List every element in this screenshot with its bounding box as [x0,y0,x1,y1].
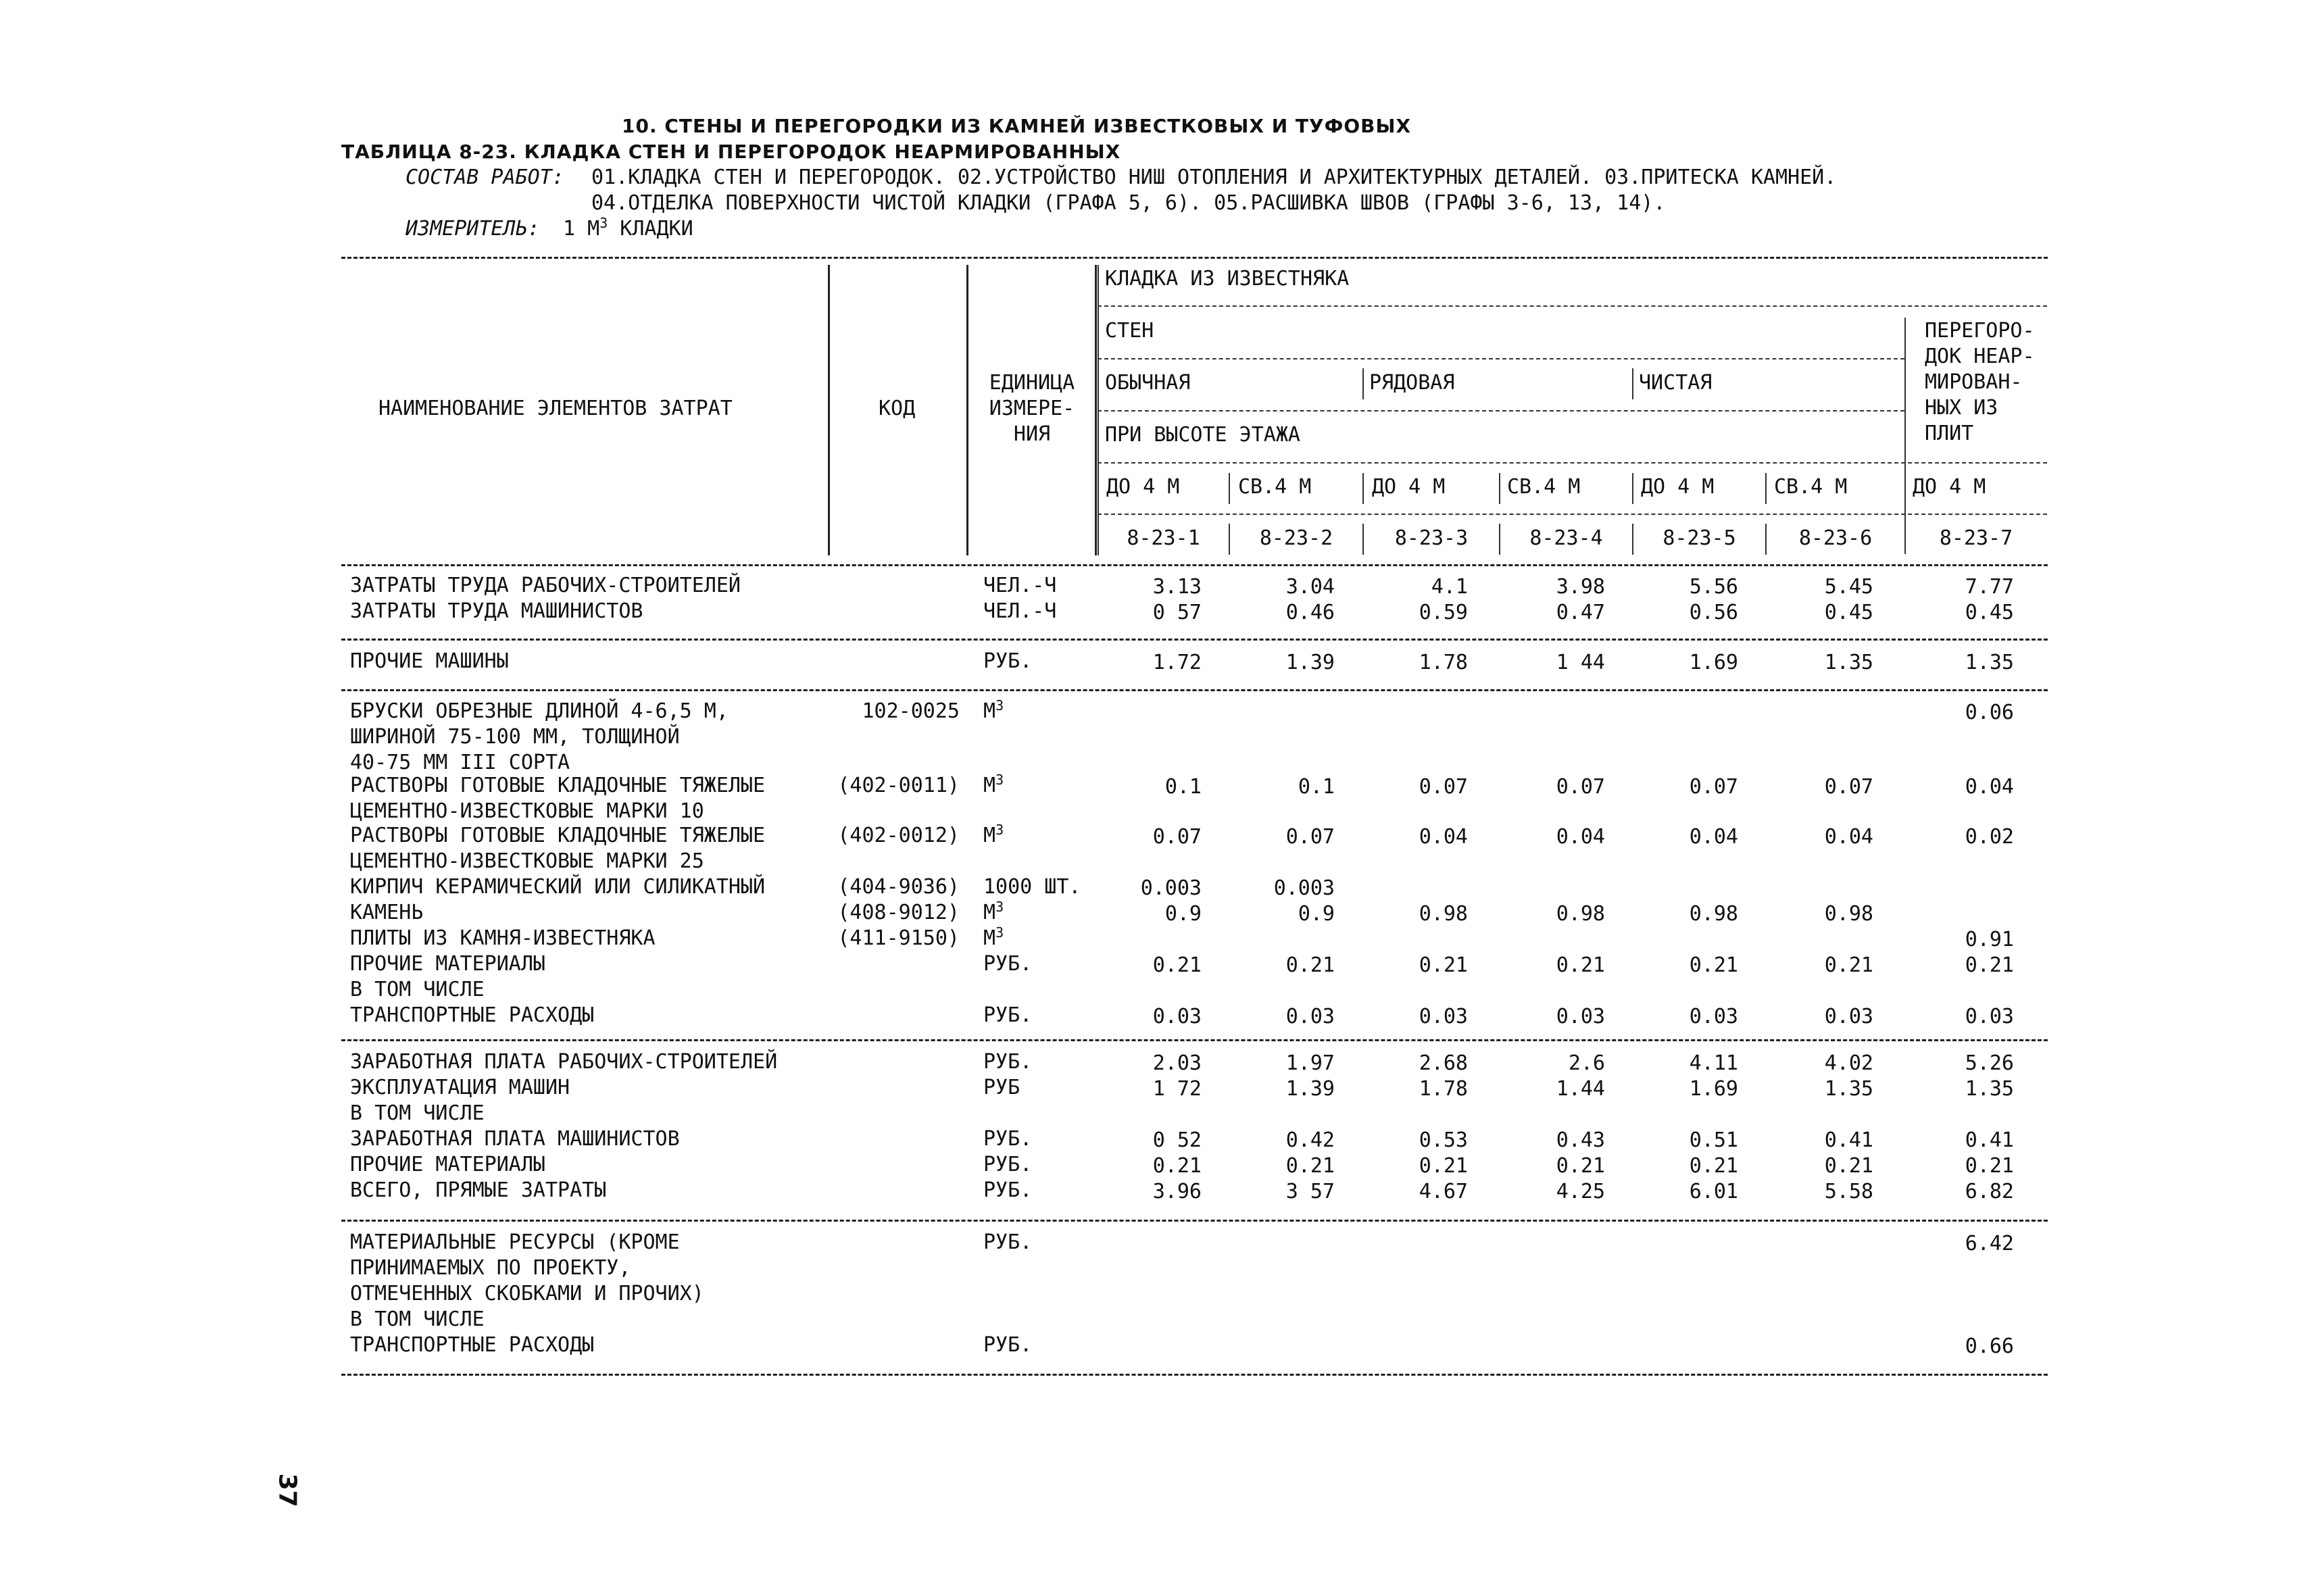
separator [341,689,2048,691]
row-unit-text: М [983,824,996,847]
row-value-6: 4.02 [1824,1051,1873,1075]
row-value-7: 7.77 [1965,575,2014,599]
row-unit-text: М [983,926,996,950]
row-value-6: 5.58 [1824,1180,1873,1203]
row-unit-text: РУБ. [983,1127,1033,1151]
row-value-5: 1.69 [1689,1077,1738,1101]
row-value-7: 5.26 [1965,1051,2014,1075]
col-header-walls: СТЕН [1105,319,1154,343]
row-name: ЦЕМЕНТНО-ИЗВЕСТКОВЫЕ МАРКИ 10 [350,799,704,823]
row-value-5: 0.56 [1689,601,1738,624]
row-value-2: 1.39 [1285,1077,1335,1101]
row-unit-text: ЧЕЛ.-Ч [983,599,1057,623]
row-value-5: 0.21 [1689,1154,1738,1178]
row-value-7: 1.35 [1965,1077,2014,1101]
row-unit-sup: 3 [995,924,1004,941]
row-code: 102-0025 [862,699,960,723]
row-value-4: 3.98 [1556,575,1605,599]
row-value-5: 4.11 [1689,1051,1738,1075]
row-value-4: 2.6 [1568,1051,1605,1075]
row-name: РАСТВОРЫ ГОТОВЫЕ КЛАДОЧНЫЕ ТЯЖЕЛЫЕ [350,824,766,847]
composition-line-2: 04.ОТДЕЛКА ПОВЕРХНОСТИ ЧИСТОЙ КЛАДКИ (ГРАФА 5, 6). 05.РАСШИВКА ШВОВ (ГРАФЫ 3-6, 13, 14). [591,191,1666,215]
row-value-5: 0.07 [1689,775,1738,799]
row-value-7: 0.21 [1965,1154,2014,1178]
col-code-6: 8-23-6 [1798,526,1873,550]
row-value-3: 0.04 [1419,825,1468,849]
row-unit-text: РУБ. [983,952,1033,976]
row-unit [983,650,1032,673]
row-name: МАТЕРИАЛЬНЫЕ РЕСУРСЫ (КРОМЕ [350,1230,680,1254]
row-value-5: 1.69 [1689,651,1738,674]
row-value-2: 0.07 [1285,825,1335,849]
row-unit-text: ЧЕЛ.-Ч [983,574,1057,597]
col-header-code: КОД [879,397,916,420]
separator [341,1374,2048,1376]
row-name: ТРАНСПОРТНЫЕ РАСХОДЫ [350,1333,595,1357]
row-unit [983,574,1056,597]
row-code: (408-9012) [837,901,960,924]
row-unit-sup: 3 [995,772,1004,788]
row-unit [983,1076,1020,1099]
row-value-1: 0.21 [1152,953,1202,977]
row-unit-text: РУБ. [983,1050,1033,1074]
row-value-5: 0.51 [1689,1128,1738,1152]
col-header-floor-height: ПРИ ВЫСОТЕ ЭТАЖА [1105,423,1300,447]
row-value-3: 0.21 [1419,1154,1468,1178]
row-name: ОТМЕЧЕННЫХ СКОБКАМИ И ПРОЧИХ) [350,1282,704,1305]
row-value-7: 0.45 [1965,601,2014,624]
row-value-1: 2.03 [1152,1051,1202,1075]
row-name: ПРОЧИЕ МАШИНЫ [350,649,509,673]
row-unit [983,953,1032,976]
row-value-7: 0.66 [1965,1335,2014,1358]
row-code: (402-0011) [837,774,960,797]
separator [341,639,2048,641]
row-value-6: 0.98 [1824,902,1873,926]
row-value-6: 0.21 [1824,953,1873,977]
row-unit-text: М [983,774,996,797]
row-value-1: 0 57 [1152,601,1202,624]
row-value-2: 3.04 [1285,575,1335,599]
row-value-3: 2.68 [1419,1051,1468,1075]
row-name: ПРИНИМАЕМЫХ ПО ПРОЕКТУ, [350,1256,631,1280]
row-unit-sup: 3 [995,822,1004,838]
row-value-4: 0.21 [1556,953,1605,977]
row-value-7: 0.02 [1965,825,2014,849]
row-unit-text: М [983,901,996,924]
row-name: ПРОЧИЕ МАТЕРИАЛЫ [350,952,545,976]
row-value-1: 0.003 [1140,876,1202,900]
row-code: (411-9150) [837,926,960,950]
row-name: ЗАРАБОТНАЯ ПЛАТА МАШИНИСТОВ [350,1127,680,1151]
row-value-5: 0.04 [1689,825,1738,849]
row-value-7: 0.06 [1965,701,2014,724]
row-value-2: 0.03 [1285,1005,1335,1028]
row-unit [983,1004,1032,1027]
row-unit-text: РУБ. [983,649,1033,673]
row-value-7: 0.21 [1965,953,2014,977]
col-header-unit-2: ИЗМЕРЕ- [989,397,1075,420]
row-unit-text: М [983,699,996,723]
col-header-name: НАИМЕНОВАНИЕ ЭЛЕМЕНТОВ ЗАТРАТ [378,397,733,420]
table-title: ТАБЛИЦА 8-23. КЛАДКА СТЕН И ПЕРЕГОРОДОК НЕАРМИРОВАННЫХ [341,141,1121,163]
row-value-3: 0.21 [1419,953,1468,977]
row-value-3: 4.67 [1419,1180,1468,1203]
row-value-2: 0.9 [1298,902,1335,926]
row-unit [983,774,1004,797]
row-value-3: 0.59 [1419,601,1468,624]
row-unit [983,1051,1032,1074]
col-header-h7: ДО 4 М [1913,475,1986,499]
row-value-1: 0.1 [1164,775,1202,799]
row-value-4: 0.47 [1556,601,1605,624]
row-value-4: 0.04 [1556,825,1605,849]
row-unit-sup: 3 [995,697,1004,714]
row-name: КАМЕНЬ [350,901,424,924]
row-value-2: 0.21 [1285,1154,1335,1178]
row-unit-text: РУБ. [983,1230,1033,1254]
col-header-h5: ДО 4 М [1641,475,1715,499]
row-value-6: 0.07 [1824,775,1873,799]
row-value-6: 1.35 [1824,1077,1873,1101]
row-value-3: 4.1 [1431,575,1468,599]
col-header-h3: ДО 4 М [1372,475,1446,499]
row-value-7: 0.04 [1965,775,2014,799]
col-header-unit-3: НИЯ [1013,422,1051,446]
row-name: ПРОЧИЕ МАТЕРИАЛЫ [350,1153,545,1176]
row-value-5: 6.01 [1689,1180,1738,1203]
col-code-3: 8-23-3 [1394,526,1469,550]
row-value-7: 6.42 [1965,1232,2014,1255]
row-value-7: 6.82 [1965,1180,2014,1203]
row-value-2: 0.46 [1285,601,1335,624]
row-value-6: 0.45 [1824,601,1873,624]
measure-label: ИЗМЕРИТЕЛЬ: [405,217,540,241]
col-code-4: 8-23-4 [1529,526,1603,550]
col-header-partition-5: ПЛИТ [1925,422,1974,445]
col-header-clean: ЧИСТАЯ [1639,371,1713,395]
row-value-3: 0.03 [1419,1005,1468,1028]
col-code-1: 8-23-1 [1127,526,1200,550]
row-value-1: 0.03 [1152,1005,1202,1028]
row-value-7: 0.41 [1965,1128,2014,1152]
col-header-h1: ДО 4 М [1106,475,1180,499]
row-code: (402-0012) [837,824,960,847]
col-header-partition-3: МИРОВАН- [1925,370,2023,394]
row-value-7: 0.91 [1965,928,2014,951]
row-name: В ТОМ ЧИСЛЕ [350,978,485,1001]
row-value-1: 1.72 [1152,651,1202,674]
col-header-unit-1: ЕДИНИЦА [989,371,1075,395]
separator [341,564,2048,566]
row-unit-sup: 3 [995,899,1004,915]
row-value-7: 1.35 [1965,651,2014,674]
row-name: ЗАРАБОТНАЯ ПЛАТА РАБОЧИХ-СТРОИТЕЛЕЙ [350,1050,778,1074]
col-header-partition-1: ПЕРЕГОРО- [1925,319,2035,343]
col-header-group: КЛАДКА ИЗ ИЗВЕСТНЯКА [1105,267,1350,291]
row-value-4: 1 44 [1556,651,1605,674]
row-value-1: 0.9 [1164,902,1202,926]
row-unit [983,600,1056,623]
row-value-2: 1.39 [1285,651,1335,674]
row-value-1: 0.07 [1152,825,1202,849]
row-value-5: 5.56 [1689,575,1738,599]
row-unit [983,1231,1032,1254]
row-value-6: 5.45 [1824,575,1873,599]
row-value-2: 0.1 [1298,775,1335,799]
row-unit [983,1128,1032,1151]
row-value-6: 0.04 [1824,825,1873,849]
row-name: ЭКСПЛУАТАЦИЯ МАШИН [350,1076,570,1099]
row-value-1: 0.21 [1152,1154,1202,1178]
row-code: (404-9036) [837,875,960,899]
row-value-3: 0.07 [1419,775,1468,799]
row-name: 40-75 ММ III СОРТА [350,751,570,774]
row-name: ШИРИНОЙ 75-100 ММ, ТОЛЩИНОЙ [350,725,680,749]
separator [341,1220,2048,1222]
row-value-4: 0.21 [1556,1154,1605,1178]
row-value-4: 0.03 [1556,1005,1605,1028]
row-unit-text: РУБ [983,1076,1020,1099]
row-unit-text: 1000 ШТ. [983,875,1081,899]
row-unit-text: РУБ. [983,1333,1033,1357]
col-code-7: 8-23-7 [1939,526,2013,550]
col-header-h4: СВ.4 М [1507,475,1581,499]
row-value-6: 0.03 [1824,1005,1873,1028]
row-unit-text: РУБ. [983,1153,1033,1176]
row-name: ЗАТРАТЫ ТРУДА РАБОЧИХ-СТРОИТЕЛЕЙ [350,574,741,597]
row-unit-text: РУБ. [983,1003,1033,1027]
measure-value: 1 $М^3$ КЛАДКИ [563,215,693,241]
col-header-h2: СВ.4 М [1238,475,1312,499]
row-unit [983,1153,1032,1176]
composition-line-1: 01.КЛАДКА СТЕН И ПЕРЕГОРОДОК. 02.УСТРОЙСТВО НИШ ОТОПЛЕНИЯ И АРХИТЕКТУРНЫХ ДЕТАЛЕЙ. 03.ПРИТЕСКА КАМНЕЙ. [591,166,1837,189]
row-value-4: 4.25 [1556,1180,1605,1203]
row-value-4: 1.44 [1556,1077,1605,1101]
row-unit-text: РУБ. [983,1178,1033,1202]
row-unit [983,1334,1032,1357]
row-name: ЗАТРАТЫ ТРУДА МАШИНИСТОВ [350,599,643,623]
col-header-h6: СВ.4 М [1774,475,1848,499]
row-name: БРУСКИ ОБРЕЗНЫЕ ДЛИНОЙ 4-6,5 М, [350,699,729,723]
row-value-3: 1.78 [1419,1077,1468,1101]
row-value-6: 0.21 [1824,1154,1873,1178]
row-value-1: 3.96 [1152,1180,1202,1203]
row-value-6: 0.41 [1824,1128,1873,1152]
row-unit [983,901,1004,924]
composition-label: СОСТАВ РАБОТ: [405,166,564,189]
row-unit [983,1179,1032,1202]
col-code-2: 8-23-2 [1259,526,1333,550]
row-value-2: 0.42 [1285,1128,1335,1152]
row-value-5: 0.21 [1689,953,1738,977]
row-name: В ТОМ ЧИСЛЕ [350,1101,485,1125]
col-header-partition-4: НЫХ ИЗ [1925,396,1998,420]
row-value-1: 0 52 [1152,1128,1202,1152]
row-value-3: 0.53 [1419,1128,1468,1152]
section-title: 10. СТЕНЫ И ПЕРЕГОРОДКИ ИЗ КАМНЕЙ ИЗВЕСТКОВЫХ И ТУФОВЫХ [622,115,1412,137]
row-value-7: 0.03 [1965,1005,2014,1028]
row-unit [983,824,1004,847]
page-number: 37 [273,1473,301,1507]
separator [341,1039,2048,1041]
col-code-5: 8-23-5 [1663,526,1736,550]
row-name: ЦЕМЕНТНО-ИЗВЕСТКОВЫЕ МАРКИ 25 [350,849,704,873]
row-name: В ТОМ ЧИСЛЕ [350,1307,485,1331]
row-value-4: 0.98 [1556,902,1605,926]
row-name: РАСТВОРЫ ГОТОВЫЕ КЛАДОЧНЫЕ ТЯЖЕЛЫЕ [350,774,766,797]
row-value-4: 0.07 [1556,775,1605,799]
row-value-2: 0.003 [1273,876,1335,900]
row-value-3: 0.98 [1419,902,1468,926]
row-name: ПЛИТЫ ИЗ КАМНЯ-ИЗВЕСТНЯКА [350,926,656,950]
col-header-row-type: РЯДОВАЯ [1369,371,1455,395]
row-name: КИРПИЧ КЕРАМИЧЕСКИЙ ИЛИ СИЛИКАТНЫЙ [350,875,766,899]
row-value-2: 3 57 [1285,1180,1335,1203]
row-value-3: 1.78 [1419,651,1468,674]
col-header-ordinary: ОБЫЧНАЯ [1105,371,1191,395]
row-value-4: 0.43 [1556,1128,1605,1152]
row-unit [983,697,1004,723]
col-header-partition-2: ДОК НЕАР- [1925,345,2035,368]
row-value-2: 0.21 [1285,953,1335,977]
row-value-5: 0.98 [1689,902,1738,926]
row-unit [983,924,1004,950]
row-value-5: 0.03 [1689,1005,1738,1028]
row-value-2: 1.97 [1285,1051,1335,1075]
row-name: ТРАНСПОРТНЫЕ РАСХОДЫ [350,1003,595,1027]
row-name: ВСЕГО, ПРЯМЫЕ ЗАТРАТЫ [350,1178,607,1202]
row-value-1: 1 72 [1152,1077,1202,1101]
row-value-6: 1.35 [1824,651,1873,674]
row-value-1: 3.13 [1152,575,1202,599]
